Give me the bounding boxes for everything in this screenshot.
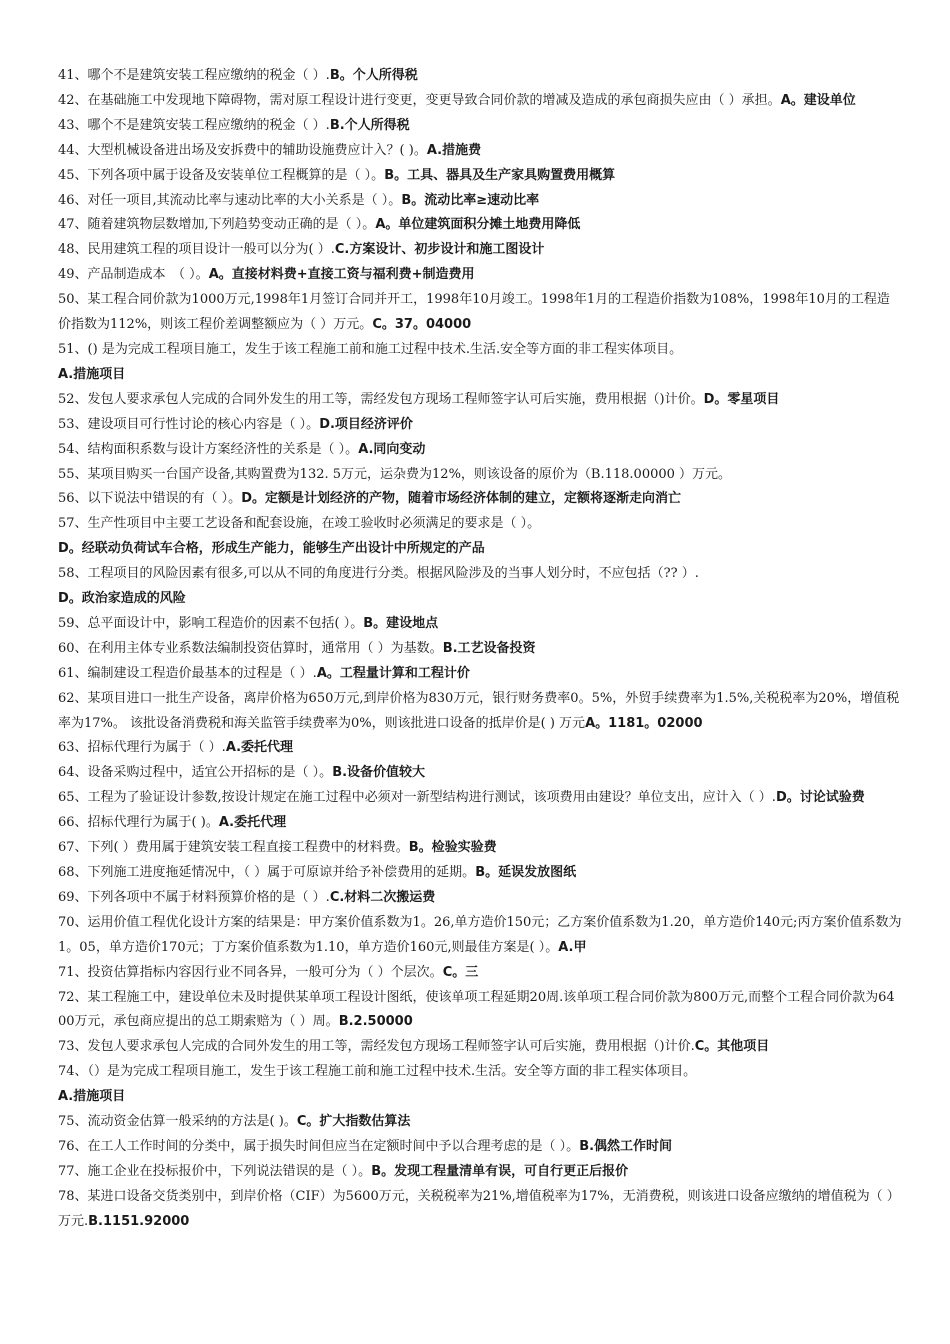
question-text: 48、民用建筑工程的项目设计一般可以分为( ）. [58,242,335,258]
answer-text: B。建设地点 [363,615,439,631]
answer-text: B。发现工程量清单有误，可自行更正后报价 [371,1163,629,1179]
question-text: 62、某项目进口一批生产设备，离岸价格为650万元,到岸价格为830万元，银行财务费率0。5%，外贸手续费率为1.5%,关税税率为20%，增值税率为17%。 该批设备消费税和海关监管手续费率为0%，则该批进口设备的抵岸价是( ) 万元 [58,690,900,731]
question-item [58,263,902,288]
answer-text: A。工程量计算和工程计价 [316,665,470,681]
question-item [58,986,902,1036]
question-text: 49、产品制造成本 （ ）。 [58,267,209,283]
question-text: 66、招标代理行为属于( )。 [58,815,219,831]
question-item [58,811,902,836]
question-item [58,89,902,114]
question-text: 54、结构面积系数与设计方案经济性的关系是（ ）。 [58,441,359,457]
question-text: 55、某项目购买一台国产设备,其购置费为132. 5万元，运杂费为12%，则该设备的原价为（B.118.00000 ）万元。 [58,466,732,482]
question-item [58,512,902,537]
question-item [58,288,902,338]
answer-text: B。个人所得税 [329,68,418,83]
question-text: 43、哪个不是建筑安装工程应缴纳的税金（ ）. [58,117,330,133]
question-list [58,64,902,1235]
question-item [58,438,902,463]
question-text: 71、投资估算指标内容因行业不同各异，一般可分为（ ）个层次。 [58,964,443,980]
question-text: 52、发包人要求承包人完成的合同外发生的用工等，需经发包方现场工程师签字认可后实施，费用根据（)计价。 [58,391,704,407]
question-text: 68、下列施工进度拖延情况中，（ ）属于可原谅并给予补偿费用的延期。 [58,865,476,880]
question-item [58,413,902,438]
question-item [58,388,902,413]
answer-text: D.项目经济评价 [319,416,413,432]
answer-text: A。单位建筑面积分摊土地费用降低 [375,217,581,233]
answer-text: D。零星项目 [703,391,780,407]
question-text: 59、总平面设计中，影响工程造价的因素不包括( ）。 [58,615,364,631]
question-text: 51、() 是为完成工程项目施工，发生于该工程施工前和施工过程中技术.生活.安全等方面的非工程实体项目。 [58,341,683,357]
question-text: 78、某进口设备交货类别中，到岸价格（CIF）为5600万元，关税税率为21%,增值税率为17%，无消费税，则该进口设备应缴纳的增值税为（ ）万元. [58,1188,900,1229]
answer-text: B.工艺设备投资 [442,640,536,656]
question-item [58,637,902,662]
question-item [58,562,902,587]
answer-text: A.委托代理 [225,740,294,756]
answer-text: B.1151.92000 [88,1213,190,1229]
question-text: 77、施工企业在投标报价中，下列说法错误的是（ ）。 [58,1163,372,1179]
question-item [58,139,902,164]
answer-text: C。扩大指数估算法 [296,1114,411,1130]
question-text: 67、下列( ）费用属于建筑安装工程直接工程费中的材料费。 [58,840,409,856]
answer-text: A.甲 [558,939,587,955]
question-text: 46、对任一项目,其流动比率与速动比率的大小关系是（ ）。 [58,192,402,208]
question-item [58,786,902,811]
question-item [58,213,902,238]
question-text: 41、哪个不是建筑安装工程应缴纳的税金（ ）. [58,68,330,83]
answer-text: A。建设单位 [780,92,856,108]
question-item [58,736,902,761]
answer-text: D。定额是计划经济的产物，随着市场经济体制的建立，定额将逐渐走向消亡 [241,491,681,507]
answer-text: C。其他项目 [694,1039,770,1055]
question-text: 53、建设项目可行性讨论的核心内容是（ ）。 [58,416,320,432]
question-item [58,1160,902,1185]
question-item [58,1185,902,1235]
question-text: 58、工程项目的风险因素有很多,可以从不同的角度进行分类。根据风险涉及的当事人划分时，不应包括（?? ）. [58,566,699,582]
question-item [58,836,902,861]
answer-text: D。讨论试验费 [775,790,865,806]
question-text: 74、（）是为完成工程项目施工，发生于该工程施工前和施工过程中技术.生活。安全等方面的非工程实体项目。 [58,1064,697,1080]
question-text: 63、招标代理行为属于（ ）. [58,740,226,756]
question-item [58,114,902,139]
question-text: 42、在基础施工中发现地下障碍物，需对原工程设计进行变更，变更导致合同价款的增减及造成的承包商损失应由（ ）承担。 [58,92,781,108]
question-text: 47、随着建筑物层数增加,下列趋势变动正确的是（ ）。 [58,217,376,233]
question-item [58,1135,902,1160]
question-item [58,463,902,488]
question-item [58,1060,902,1085]
answer-text: A.措施费 [426,142,482,158]
question-item [58,487,902,512]
question-item [58,1035,902,1060]
answer-text: B.个人所得税 [329,117,410,133]
question-item [58,662,902,687]
question-text: 50、某工程合同价款为1000万元,1998年1月签订合同并开工，1998年10月竣工。1998年1月的工程造价指数为108%，1998年10月的工程造价指数为112%，则该工程价差调整额应为（ ）万元。 [58,292,890,333]
question-item [58,64,902,89]
question-text: 76、在工人工作时间的分类中，属于损失时间但应当在定额时间中予以合理考虑的是（ ）。 [58,1138,580,1154]
question-text: 64、设备采购过程中，适宜公开招标的是（ ）。 [58,765,333,781]
answer-text: A。1181。02000 [585,715,703,731]
answer-line: A.措施项目 [58,366,126,382]
question-item [58,1110,902,1135]
answer-line: D。经联动负荷试车合格，形成生产能力，能够生产出设计中所规定的产品 [58,541,485,557]
question-text: 45、下列各项中属于设备及安装单位工程概算的是（ ）。 [58,167,385,183]
question-item [58,761,902,786]
question-text: 44、大型机械设备进出场及安拆费中的辅助设施费应计入？( )。 [58,142,427,158]
question-text: 72、某工程施工中，建设单位未及时提供某单项工程设计图纸，使该单项工程延期20周.该单项工程合同价款为800万元,而整个工程合同价款为6400万元，承包商应提出的总工期索赔为（ ）周。 [58,989,895,1030]
question-item [58,911,902,961]
question-item [58,961,902,986]
answer-text: C。37。04000 [372,317,472,333]
question-text: 70、运用价值工程优化设计方案的结果是：甲方案价值系数为1。26,单方造价150元；乙方案价值系数为1.20，单方造价140元;丙方案价值系数为1。05，单方造价170元；丁方案价值系数为1.10，单方造价160元,则最佳方案是( ）。 [58,914,902,955]
answer-text: B.2.50000 [338,1014,413,1030]
question-text: 69、下列各项中不属于材料预算价格的是（ ）. [58,889,330,905]
question-item [58,238,902,263]
question-text: 65、工程为了验证设计参数,按设计规定在施工过程中必须对一新型结构进行测试，该项费用由建设？单位支出，应计入（ ）. [58,790,776,806]
question-text: 75、流动资金估算一般采纳的方法是( )。 [58,1114,297,1130]
answer-text: B.偶然工作时间 [579,1138,673,1154]
answer-text: C.材料二次搬运费 [329,889,436,905]
question-item [58,164,902,189]
answer-text: A.委托代理 [218,815,287,831]
answer-text: A。直接材料费+直接工资与福利费+制造费用 [208,267,475,283]
answer-text: B.设备价值较大 [332,765,426,781]
question-text: 56、以下说法中错误的有（ ）。 [58,491,242,507]
question-item [58,886,902,911]
answer-text: B。流动比率≥速动比率 [401,192,540,208]
answer-text: A.同向变动 [358,441,426,457]
question-item [58,338,902,363]
question-text: 57、生产性项目中主要工艺设备和配套设施，在竣工验收时必须满足的要求是（ ）。 [58,516,541,532]
answer-text: C.方案设计、初步设计和施工图设计 [334,242,545,258]
question-text: 61、编制建设工程造价最基本的过程是（ ）. [58,665,317,681]
answer-line: A.措施项目 [58,1089,126,1105]
question-item [58,612,902,637]
question-item [58,687,902,737]
question-item [58,189,902,214]
question-text: 73、发包人要求承包人完成的合同外发生的用工等，需经发包方现场工程师签字认可后实施，费用根据（)计价. [58,1039,695,1055]
answer-line: D。政治家造成的风险 [58,591,186,607]
question-item [58,861,902,886]
answer-text: B。延误发放图纸 [475,865,577,880]
answer-text: B。检验实验费 [408,840,497,856]
answer-text: B。工具、器具及生产家具购置费用概算 [384,167,616,183]
answer-text: C。三 [442,964,479,980]
question-text: 60、在利用主体专业系数法编制投资估算时，通常用（ ）为基数。 [58,640,443,656]
